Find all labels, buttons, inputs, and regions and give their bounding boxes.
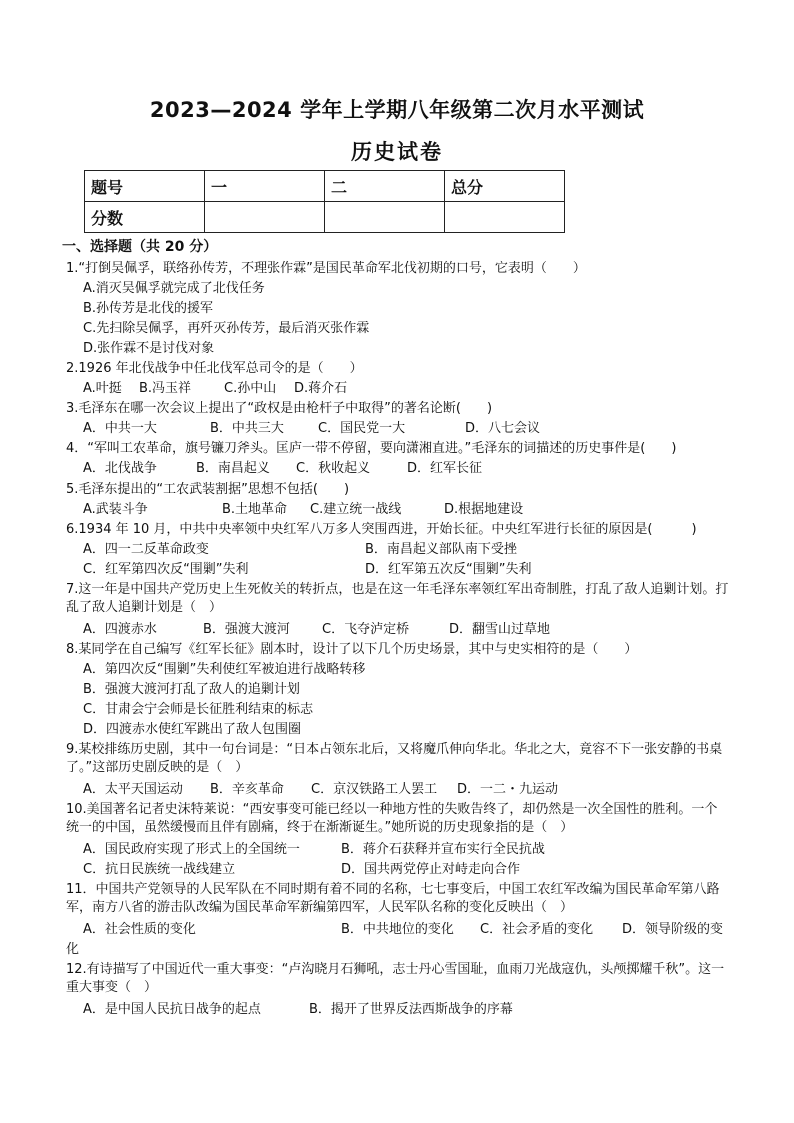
- section-heading: 一、选择题（共 20 分）: [62, 239, 218, 255]
- option-b: B.孙传芳是北伐的援军: [83, 301, 214, 316]
- option-a: A．第四次反“围剿”失利使红军被迫进行战略转移: [83, 662, 366, 677]
- option-b: B．中共地位的变化: [341, 922, 454, 937]
- option-a: A．四渡赤水: [83, 622, 157, 637]
- question-stem: 2.1926 年北伐战争中任北伐军总司令的是（ ）: [66, 361, 363, 376]
- option-a: A．是中国人民抗日战争的起点: [83, 1002, 261, 1017]
- option-b: B．强渡大渡河: [203, 622, 290, 637]
- question-stem: 9.某校排练历史剧，其中一句台词是：“日本占领东北后，又将魔爪伸向华北。华北之大，竟容不下一张安静的书桌了。”这部历史剧反映的是（ ）: [66, 742, 723, 775]
- option-c: C．秋收起义: [296, 461, 371, 476]
- score-cell-label: 题号: [85, 171, 205, 202]
- option-c: C．红军第四次反“围剿”失利: [83, 562, 249, 577]
- score-cell-blank: [205, 202, 325, 233]
- option-d: D.根据地建设: [444, 502, 524, 517]
- score-cell-part2: 二: [325, 171, 445, 202]
- option-d: D．国共两党停止对峙走向合作: [341, 862, 521, 877]
- option-d: D．八七会议: [465, 421, 541, 436]
- option-b: B.土地革命: [222, 502, 288, 517]
- option-d: D．红军长征: [407, 461, 483, 476]
- option-b: B．揭开了世界反法西斯战争的序幕: [309, 1002, 513, 1017]
- question-stem: 11．中国共产党领导的人民军队在不同时期有着不同的名称，七七事变后，中国工农红军改编为国民革命军第八路军，南方八省的游击队改编为国民革命军新编第四军，人民军队名称的变化反映出（ ）: [66, 882, 720, 915]
- score-cell-total: 总分: [445, 171, 565, 202]
- option-b: B．中共三大: [210, 421, 284, 436]
- option-a: A．北伐战争: [83, 461, 157, 476]
- exam-subtitle: 历史试卷: [351, 140, 443, 164]
- option-c: C．京汉铁路工人罢工: [311, 782, 438, 797]
- question-stem: 3.毛泽东在哪一次会议上提出了“政权是由枪杆子中取得”的著名论断( ): [66, 401, 493, 416]
- option-a: A．四一二反革命政变: [83, 542, 209, 557]
- option-a: A．国民政府实现了形式上的全国统一: [83, 842, 300, 857]
- option-a: A．中共一大: [83, 421, 157, 436]
- option-d: D．一二・九运动: [457, 782, 559, 797]
- option-d: D．红军第五次反“围剿”失利: [365, 562, 532, 577]
- option-a: A．太平天国运动: [83, 782, 183, 797]
- option-d: D．翻雪山过草地: [449, 622, 551, 637]
- option-c: C．社会矛盾的变化: [480, 922, 594, 937]
- score-table-header-row: [85, 171, 565, 202]
- question-stem: 1.“打倒吴佩孚，联络孙传芳，不理张作霖”是国民革命军北伐初期的口号，它表明（ ）: [66, 261, 586, 276]
- option-d: D.蒋介石: [294, 381, 348, 396]
- option-a: A.叶挺: [83, 381, 122, 396]
- option-c: C.先扫除吴佩孚，再歼灭孙传芳，最后消灭张作霖: [83, 321, 370, 336]
- exam-title: 2023—2024 学年上学期八年级第二次月水平测试: [149, 98, 645, 122]
- question-stem: 12.有诗描写了中国近代一重大事变：“卢沟晓月石狮吼，志士丹心雪国耻，血雨刀光战寇仇，头颅掷耀千秋”。这一重大事变（ ）: [66, 962, 725, 995]
- option-b: B．强渡大渡河打乱了敌人的追剿计划: [83, 682, 300, 697]
- score-cell-blank: [325, 202, 445, 233]
- option-c: C.建立统一战线: [310, 502, 402, 517]
- option-d: D.张作霖不是讨伐对象: [83, 341, 215, 356]
- option-c: C．抗日民族统一战线建立: [83, 862, 236, 877]
- question-stem: 7.这一年是中国共产党历史上生死攸关的转折点，也是在这一年毛泽东率领红军出奇制胜，打乱了敌人追剿计划。打乱了敌人追剿计划是（ ）: [66, 582, 729, 615]
- question-stem: 8.某同学在自己编写《红军长征》剧本时，设计了以下几个历史场景，其中与史实相符的是（ ）: [66, 642, 638, 657]
- option-d: D．领导阶级的变: [622, 922, 724, 937]
- question-stem: 10.美国著名记者史沫特莱说：“西安事变可能已经以一种地方性的失败告终了，却仍然是一次全国性的胜利。一个统一的中国，虽然缓慢而且伴有剧痛，终于在渐渐诞生。”她所说的历史现象指的是（ ）: [66, 802, 718, 835]
- question-stem: 4．“军叫工农革命，旗号镰刀斧头。匡庐一带不停留，要向潇湘直进。”毛泽东的词描述的历史事件是( ): [66, 441, 677, 456]
- option-a: A.武装斗争: [83, 502, 148, 517]
- option-c: C．甘肃会宁会师是长征胜利结束的标志: [83, 702, 314, 717]
- option-b: B．南昌起义: [196, 461, 270, 476]
- score-cell-label: 分数: [85, 202, 205, 233]
- option-c: C．国民党一大: [318, 421, 406, 436]
- option-a: A.消灭吴佩孚就完成了北伐任务: [83, 281, 265, 296]
- option-d: D．四渡赤水使红军跳出了敌人包围圈: [83, 722, 302, 737]
- option-a: A．社会性质的变化: [83, 922, 196, 937]
- option-b: B．蒋介石获释并宣布实行全民抗战: [341, 842, 545, 857]
- option-b: B.冯玉祥: [139, 381, 192, 396]
- option-b: B．辛亥革命: [210, 782, 284, 797]
- score-table: [84, 170, 565, 233]
- question-stem: 6.1934 年 10 月，中共中央率领中央红军八万多人突围西进，开始长征。中央红军进行长征的原因是( ): [66, 522, 697, 537]
- score-cell-blank: [445, 202, 565, 233]
- option-d-continued: 化: [66, 942, 80, 957]
- option-c: C.孙中山: [224, 381, 277, 396]
- option-b: B．南昌起义部队南下受挫: [365, 542, 517, 557]
- score-cell-part1: 一: [205, 171, 325, 202]
- question-stem: 5.毛泽东提出的“工农武装割据”思想不包括( ): [66, 482, 350, 497]
- option-c: C．飞夺泸定桥: [322, 622, 410, 637]
- score-table-score-row: [85, 202, 565, 233]
